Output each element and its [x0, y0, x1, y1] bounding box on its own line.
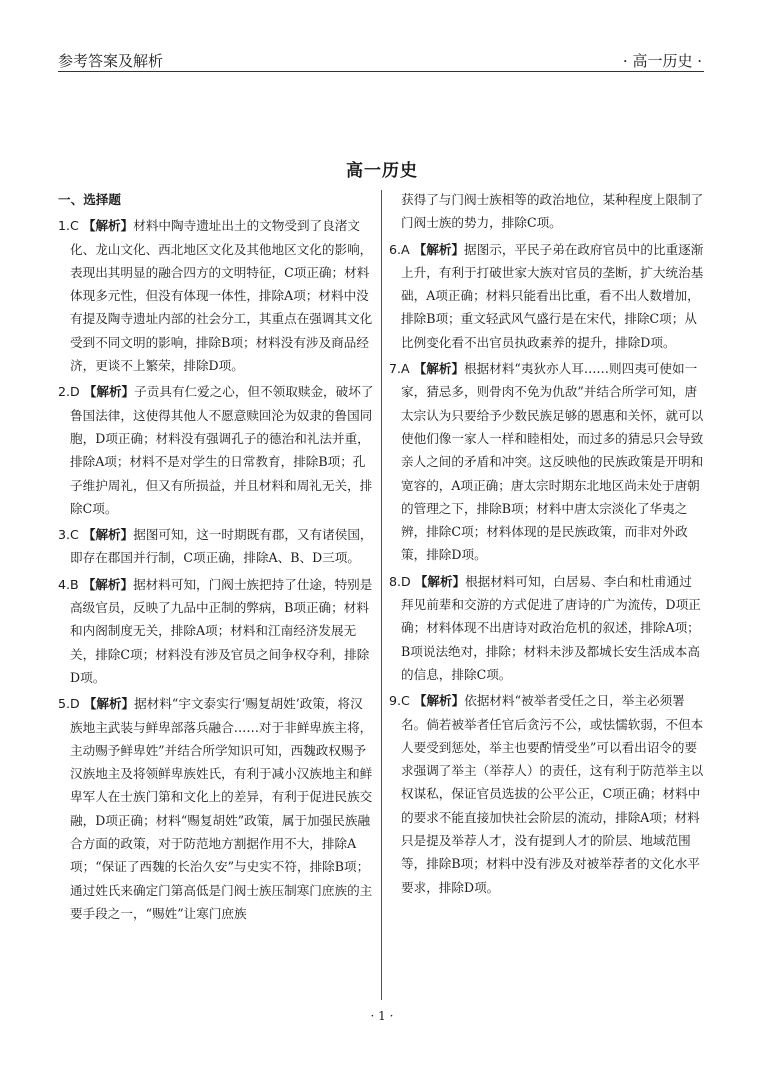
column-divider: [381, 190, 382, 1000]
analysis-tag: 【解析】: [83, 384, 135, 400]
question-number: 4.: [58, 576, 71, 592]
analysis-tag: 【解析】: [82, 576, 134, 592]
question-number: 6.: [389, 241, 402, 257]
question-number: 7.: [389, 361, 402, 377]
question-item: [58, 380, 375, 520]
analysis-tag: 【解析】: [82, 218, 134, 234]
analysis-tag: 【解析】: [413, 361, 465, 377]
page-title: 高一历史: [346, 161, 418, 181]
question-item: [389, 689, 704, 899]
analysis-text: 根据材料“夷狄亦人耳……则四夷可使如一家，猜忌多，则骨肉不免为仇敌”并结合所学可知，唐太宗认为只要给予少数民族足够的恩惠和关怀，就可以使他们像一家人一样和睦相处，而过多的猜忌只会导致亲人之间的矛盾和冲突。这反映他的民族政策是开明和宽容的，A项正确；唐太宗时期东北地区尚未处于唐朝的管理之下，排除B项；材料中唐太宗淡化了华夷之辨，排除C项；材料体现的是民族政策，而非对外政策，排除D项。: [401, 361, 704, 563]
question-number: 2.: [58, 384, 71, 400]
analysis-tag: 【解析】: [413, 693, 465, 709]
answer-letter: A: [401, 241, 410, 257]
question-number: 9.: [389, 693, 402, 709]
question-item: [58, 692, 375, 925]
question-number: 5.: [58, 696, 71, 712]
analysis-text: 子贡具有仁爱之心，但不领取赎金，破坏了鲁国法律，这使得其他人不愿意赎回沦为奴隶的鲁国同胞，D项正确；材料没有强调孔子的德治和礼法并重，排除A项；材料不是对学生的日常教育，排除B项；孔子维护周礼，但又有所损益，并且材料和周礼无关，排除C项。: [70, 384, 374, 516]
answer-letter: C: [401, 693, 410, 709]
question-item: [58, 573, 375, 689]
page-number: · 1 ·: [370, 1009, 394, 1023]
analysis-text: 据图示，平民子弟在政府官员中的比重逐渐上升，有利于打破世家大族对官员的垄断，扩大统治基础，A项正确；材料只能看出比重，看不出人数增加，排除B项；重文轻武风气盛行是在宋代，排除C项；从比例变化看不出官员执政素养的提升，排除D项。: [401, 241, 704, 350]
analysis-text: 据材料可知，门阀士族把持了仕途，特别是高级官员，反映了九品中正制的弊病，B项正确；材料和内阁制度无关，排除A项；材料和江南经济发展无关，排除C项；材料没有涉及官员之间争权夺利，排除D项。: [70, 576, 373, 685]
question-item: [389, 238, 704, 354]
header-rule: [58, 71, 704, 72]
section-heading: 一、选择题: [58, 192, 121, 207]
question-number: 1.: [58, 218, 71, 234]
answer-letter: C: [70, 218, 79, 234]
answer-letter: D: [70, 384, 80, 400]
analysis-tag: 【解析】: [83, 696, 135, 712]
analysis-tag: 【解析】: [413, 241, 465, 257]
analysis-tag: 【解析】: [414, 573, 466, 589]
answer-letter: D: [401, 573, 411, 589]
question-item: [58, 523, 375, 570]
header-right: · 高一历史 ·: [622, 52, 702, 70]
question-item: [389, 357, 704, 567]
analysis-text: 材料中陶寺遗址出土的文物受到了良渚文化、龙山文化、西北地区文化及其他地区文化的影响，表现出其明显的融合四方的文明特征，C项正确；材料体现多元性，但没有体现一体性，排除A项；材料中没有提及陶寺遗址内部的社会分工，其重点在强调其文化受到不同文明的影响，排除B项；材料没有涉及商品经济，更谈不上繁荣，排除D项。: [70, 218, 373, 374]
question-item: [389, 570, 704, 686]
analysis-text: 据材料“宇文泰实行‘赐复胡姓’政策，将汉族地主武装与鲜卑部落兵融合……对于非鲜卑族主将，主动赐予鲜卑姓”并结合所学知识可知，西魏政权赐予汉族地主及将领鲜卑族姓氏，有利于减小汉族地主和鲜卑军人在士族门第和文化上的差异，有利于促进民族交融，D项正确；材料“赐复胡姓”政策，属于加强民族融合方面的政策，对于防范地方割据作用不大，排除A项；“保证了西魏的长治久安”与史实不符，排除B项；通过姓氏来确定门第高低是门阀士族压制寒门庶族的主要手段之一，“赐姓”让寒门庶族: [70, 696, 373, 921]
analysis-text: 据图可知，这一时期既有郡，又有诸侯国，即存在郡国并行制，C项正确，排除A、B、D三项。: [70, 527, 373, 566]
question-item: [58, 214, 375, 377]
question-number: 8.: [389, 573, 402, 589]
answer-letter: B: [70, 576, 79, 592]
analysis-text: 根据材料可知，白居易、李白和杜甫通过拜见前辈和交游的方式促进了唐诗的广为流传，D项正确；材料体现不出唐诗对政治危机的叙述，排除A项；B项说法绝对，排除；材料未涉及都城长安生活成本高的信息，排除C项。: [401, 573, 701, 682]
left-column: [58, 188, 375, 925]
analysis-text: 依据材料“被举者受任之日，举主必须署名。倘若被举者任官后贪污不公，或怯懦软弱，不但本人要受到惩处，举主也要酌情受坐”可以看出诏令的要求强调了举主（举荐人）的责任，这有利于防范举主以权谋私，保证官员选拔的公平公正，C项正确；材料中的要求不能直接加快社会阶层的流动，排除A项；材料只是提及举荐人才，没有提到人才的阶层、地域范围等，排除B项；材料中没有涉及对被举荐者的文化水平要求，排除D项。: [401, 693, 704, 895]
answer-letter: A: [401, 361, 410, 377]
answer-letter: C: [70, 527, 79, 543]
continuation-text: 获得了与门阀士族相等的政治地位，某种程度上限制了门阀士族的势力，排除C项。: [401, 192, 704, 231]
answer-letter: D: [70, 696, 80, 712]
analysis-tag: 【解析】: [82, 527, 134, 543]
right-column: [389, 188, 704, 899]
question-number: 3.: [58, 527, 71, 543]
header-left: 参考答案及解析: [58, 52, 164, 70]
